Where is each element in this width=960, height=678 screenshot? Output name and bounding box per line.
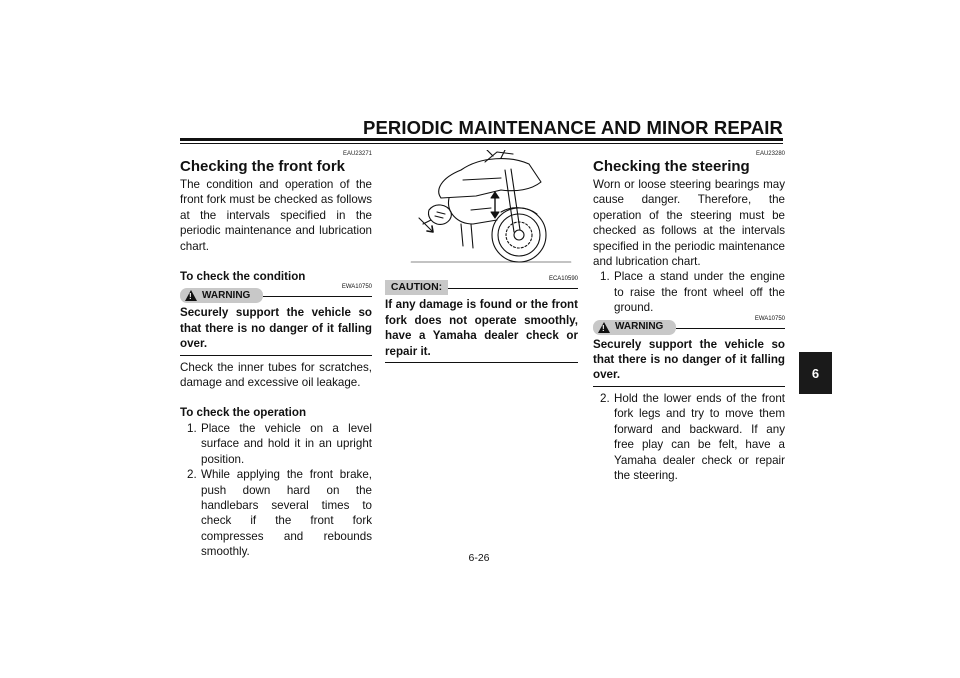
- middle-column: [385, 150, 578, 367]
- warning-banner: [180, 286, 372, 305]
- step-item: 1. Place a stand under the engine to raise the front wheel off the ground.: [600, 270, 785, 315]
- warning-end-rule: [593, 386, 785, 387]
- caution-badge: CAUTION:: [385, 280, 448, 295]
- step-item: 2. While applying the front brake, push down hard on the handlebars several times to check if the front fork compresses and rebounds smoothly.: [187, 468, 372, 559]
- intro-paragraph: Worn or loose steering bearings may cause danger. Therefore, the operation of the steering must be checked as follows at the intervals specified in the periodic maintenance and lubrication chart.: [593, 178, 785, 269]
- caution-code: ECA10590: [548, 276, 578, 283]
- chapter-tab: 6: [799, 352, 832, 394]
- warning-text: Securely support the vehicle so that there is no danger of it falling over.: [593, 337, 785, 382]
- warning-code: EWA10750: [341, 284, 372, 291]
- steps-list: [180, 421, 372, 560]
- warning-end-rule: [180, 355, 372, 356]
- section-heading: Checking the steering: [593, 158, 750, 175]
- intro-paragraph: The condition and operation of the front fork must be checked as follows at the intervals specified in the periodic maintenance and lubrication chart.: [180, 178, 372, 253]
- section-code: EAU23280: [755, 151, 785, 157]
- warning-triangle-icon: !: [185, 290, 197, 301]
- warning-label: WARNING: [202, 290, 251, 302]
- step-item: 2. Hold the lower ends of the front fork legs and try to move them forward and backward. If any free play can be felt, have a Yamaha dealer check or repair the steering.: [600, 391, 785, 482]
- section-heading: Checking the front fork: [180, 158, 346, 175]
- motorcycle-front-fork-illustration-icon: [401, 150, 577, 270]
- caution-banner: [385, 278, 578, 297]
- warning-code: EWA10750: [754, 315, 785, 322]
- subheading-condition: To check the condition: [180, 270, 306, 284]
- steps-list: [593, 269, 785, 315]
- left-column: [180, 150, 372, 560]
- caution-text: If any damage is found or the front fork does not operate smoothly, have a Yamaha dealer check or repair it.: [385, 298, 578, 358]
- caution-end-rule: [385, 362, 578, 363]
- page-number: 6-26: [468, 552, 490, 564]
- steps-list: [593, 391, 785, 483]
- page-header-title: PERIODIC MAINTENANCE AND MINOR REPAIR: [363, 117, 783, 138]
- subheading-operation: To check the operation: [180, 406, 307, 420]
- header-rule-thin: [180, 143, 783, 144]
- warning-badge: [180, 288, 263, 303]
- section-code: EAU23271: [342, 151, 372, 157]
- warning-triangle-icon: !: [598, 322, 610, 333]
- warning-label: WARNING: [615, 321, 664, 333]
- header-rule: [180, 138, 783, 141]
- warning-banner: [593, 315, 785, 337]
- warning-badge: [593, 320, 676, 335]
- step-item: 1. Place the vehicle on a level surface and hold it in an upright position.: [187, 421, 372, 466]
- right-column: [593, 150, 785, 483]
- check-paragraph: Check the inner tubes for scratches, damage and excessive oil leakage.: [180, 360, 372, 390]
- warning-text: Securely support the vehicle so that there is no danger of it falling over.: [180, 306, 372, 351]
